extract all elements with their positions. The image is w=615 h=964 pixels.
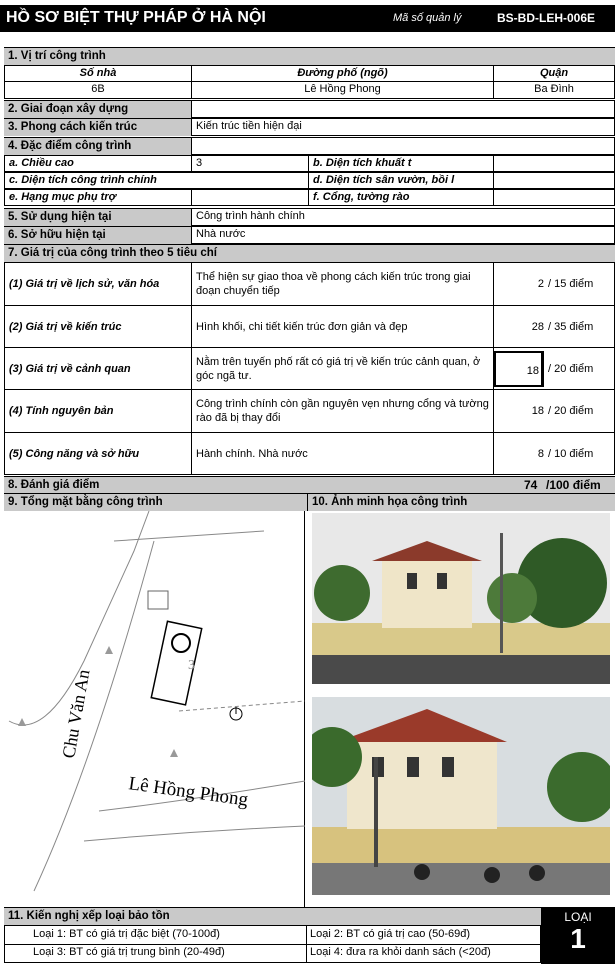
criterion-row-5: [4, 432, 615, 475]
score-value: 2: [537, 278, 544, 290]
section-11-title: 11. Kiến nghị xếp loại bảo tồn: [4, 907, 541, 925]
criterion-score: [493, 389, 615, 433]
section-10-title: 10. Ảnh minh họa công trình: [307, 493, 615, 511]
criterion-description: Thể hiện sự giao thoa về phong cách kiến trúc trong giai đoạn chuyển tiếp: [191, 262, 494, 306]
criterion-score: [493, 347, 615, 390]
section-7-title: 7. Giá trị của công trình theo 5 tiêu chí: [4, 244, 615, 262]
section-4-blank: [191, 137, 615, 155]
garden-area-value: [493, 172, 615, 189]
auxiliary-items-value: [191, 189, 309, 206]
building-photo-2: [312, 697, 610, 895]
lot-number: 3: [188, 658, 195, 673]
section-8-bar: [4, 476, 615, 493]
building-photo-1: [312, 513, 610, 684]
footprint-area-value: [493, 155, 615, 172]
section-9-title: 9. Tổng mặt bằng công trình: [4, 493, 307, 511]
villa-photo-icon: [312, 513, 610, 684]
street-header: Đường phố (ngõ): [191, 65, 494, 82]
auxiliary-items-label: e. Hạng mục phụ trợ: [4, 189, 192, 206]
header-bar: [0, 5, 615, 32]
criterion-row-4: [4, 389, 615, 433]
house-number-value: 6B: [4, 81, 192, 99]
section-5-title: 5. Sử dụng hiện tại: [4, 208, 192, 226]
score-max: / 35 điểm: [548, 320, 594, 333]
site-plan: [4, 511, 305, 907]
classification-result: [541, 907, 615, 964]
criterion-label: (1) Giá trị về lịch sử, văn hóa: [4, 262, 192, 306]
section-6-title: 6. Sở hữu hiện tại: [4, 226, 192, 244]
section-1-title: 1. Vị trí công trình: [4, 47, 615, 65]
district-header: Quận: [493, 65, 615, 82]
section-8-title: 8. Đánh giá điểm: [8, 479, 100, 491]
options-row-divider: [5, 944, 541, 945]
criterion-row-2: [4, 305, 615, 348]
code-value: BS-BD-LEH-006E: [497, 11, 596, 25]
score-max: / 15 điểm: [548, 278, 594, 290]
criterion-score: [493, 305, 615, 348]
gate-fence-label: f. Cổng, tường rào: [308, 189, 494, 206]
ownership-value: Nhà nước: [191, 226, 615, 244]
criterion-score: [493, 432, 615, 475]
district-value: Ba Đình: [493, 81, 615, 99]
score-value[interactable]: 18: [494, 351, 544, 387]
criterion-row-1: [4, 262, 615, 306]
option-class-3: Loại 3: BT có giá trị trung bình (20-49đ): [33, 946, 225, 958]
section-2-title: 2. Giai đoạn xây dựng: [4, 100, 192, 118]
street-value: Lê Hồng Phong: [191, 81, 494, 99]
classification-options: [4, 925, 541, 963]
garden-area-label: d. Diện tích sân vườn, bồi l: [308, 172, 494, 189]
height-value: 3: [191, 155, 309, 172]
criterion-label: (3) Giá trị về cảnh quan: [4, 347, 192, 390]
criterion-label: (5) Công năng và sở hữu: [4, 432, 192, 475]
criterion-description: Hình khối, chi tiết kiến trúc đơn giản và đẹp: [191, 305, 494, 348]
current-use-value: Công trình hành chính: [191, 208, 615, 226]
section-3-title: 3. Phong cách kiến trúc: [4, 118, 192, 136]
criterion-label: (4) Tính nguyên bản: [4, 389, 192, 433]
gate-fence-value: [493, 189, 615, 206]
criterion-label: (2) Giá trị về kiến trúc: [4, 305, 192, 348]
score-value: 8: [537, 447, 544, 460]
architectural-style-value: Kiến trúc tiền hiện đại: [191, 118, 615, 136]
score-value: 18: [531, 405, 544, 417]
score-value: 28: [531, 320, 544, 333]
total-max: /100 điểm: [546, 478, 601, 492]
option-class-1: Loại 1: BT có giá trị đặc biệt (70-100đ): [33, 928, 220, 940]
construction-period-value: [191, 100, 615, 118]
code-label: Mã số quản lý: [393, 12, 462, 24]
street-label-chu-van-an: Chu Văn An: [58, 667, 94, 760]
height-label: a. Chiều cao: [4, 155, 192, 172]
score-max: / 10 điểm: [548, 447, 594, 460]
section-4-title: 4. Đặc điểm công trình: [4, 137, 192, 155]
criterion-row-3: [4, 347, 615, 390]
option-class-2: Loại 2: BT có giá trị cao (50-69đ): [310, 928, 470, 940]
footprint-area-label: b. Diện tích khuất t: [308, 155, 494, 172]
result-value: 1: [570, 923, 586, 954]
page-title: HỒ SƠ BIỆT THỰ PHÁP Ở HÀ NỘI: [6, 9, 266, 26]
criterion-score: [493, 262, 615, 306]
option-class-4: Loại 4: đưa ra khỏi danh sách (<20đ): [310, 946, 491, 958]
criterion-description: Công trình chính còn gần nguyên vẹn nhưng cổng và tường rào đã bị thay đổi: [191, 389, 494, 433]
house-number-header: Số nhà: [4, 65, 192, 82]
total-score: 74: [524, 478, 538, 492]
site-plan-drawing: [4, 511, 305, 907]
street-photo-icon: [312, 697, 610, 895]
criterion-description: Hành chính. Nhà nước: [191, 432, 494, 475]
result-label: LOẠI: [564, 910, 592, 924]
street-label-le-hong-phong: Lê Hồng Phong: [127, 773, 250, 811]
score-max: / 20 điểm: [548, 405, 594, 417]
main-building-area-label: c. Diện tích công trình chính: [4, 172, 309, 189]
criterion-description: Nằm trên tuyến phố rất có giá trị về kiến trúc cảnh quan, ở góc ngã tư.: [191, 347, 494, 390]
score-max: / 20 điểm: [548, 362, 594, 375]
